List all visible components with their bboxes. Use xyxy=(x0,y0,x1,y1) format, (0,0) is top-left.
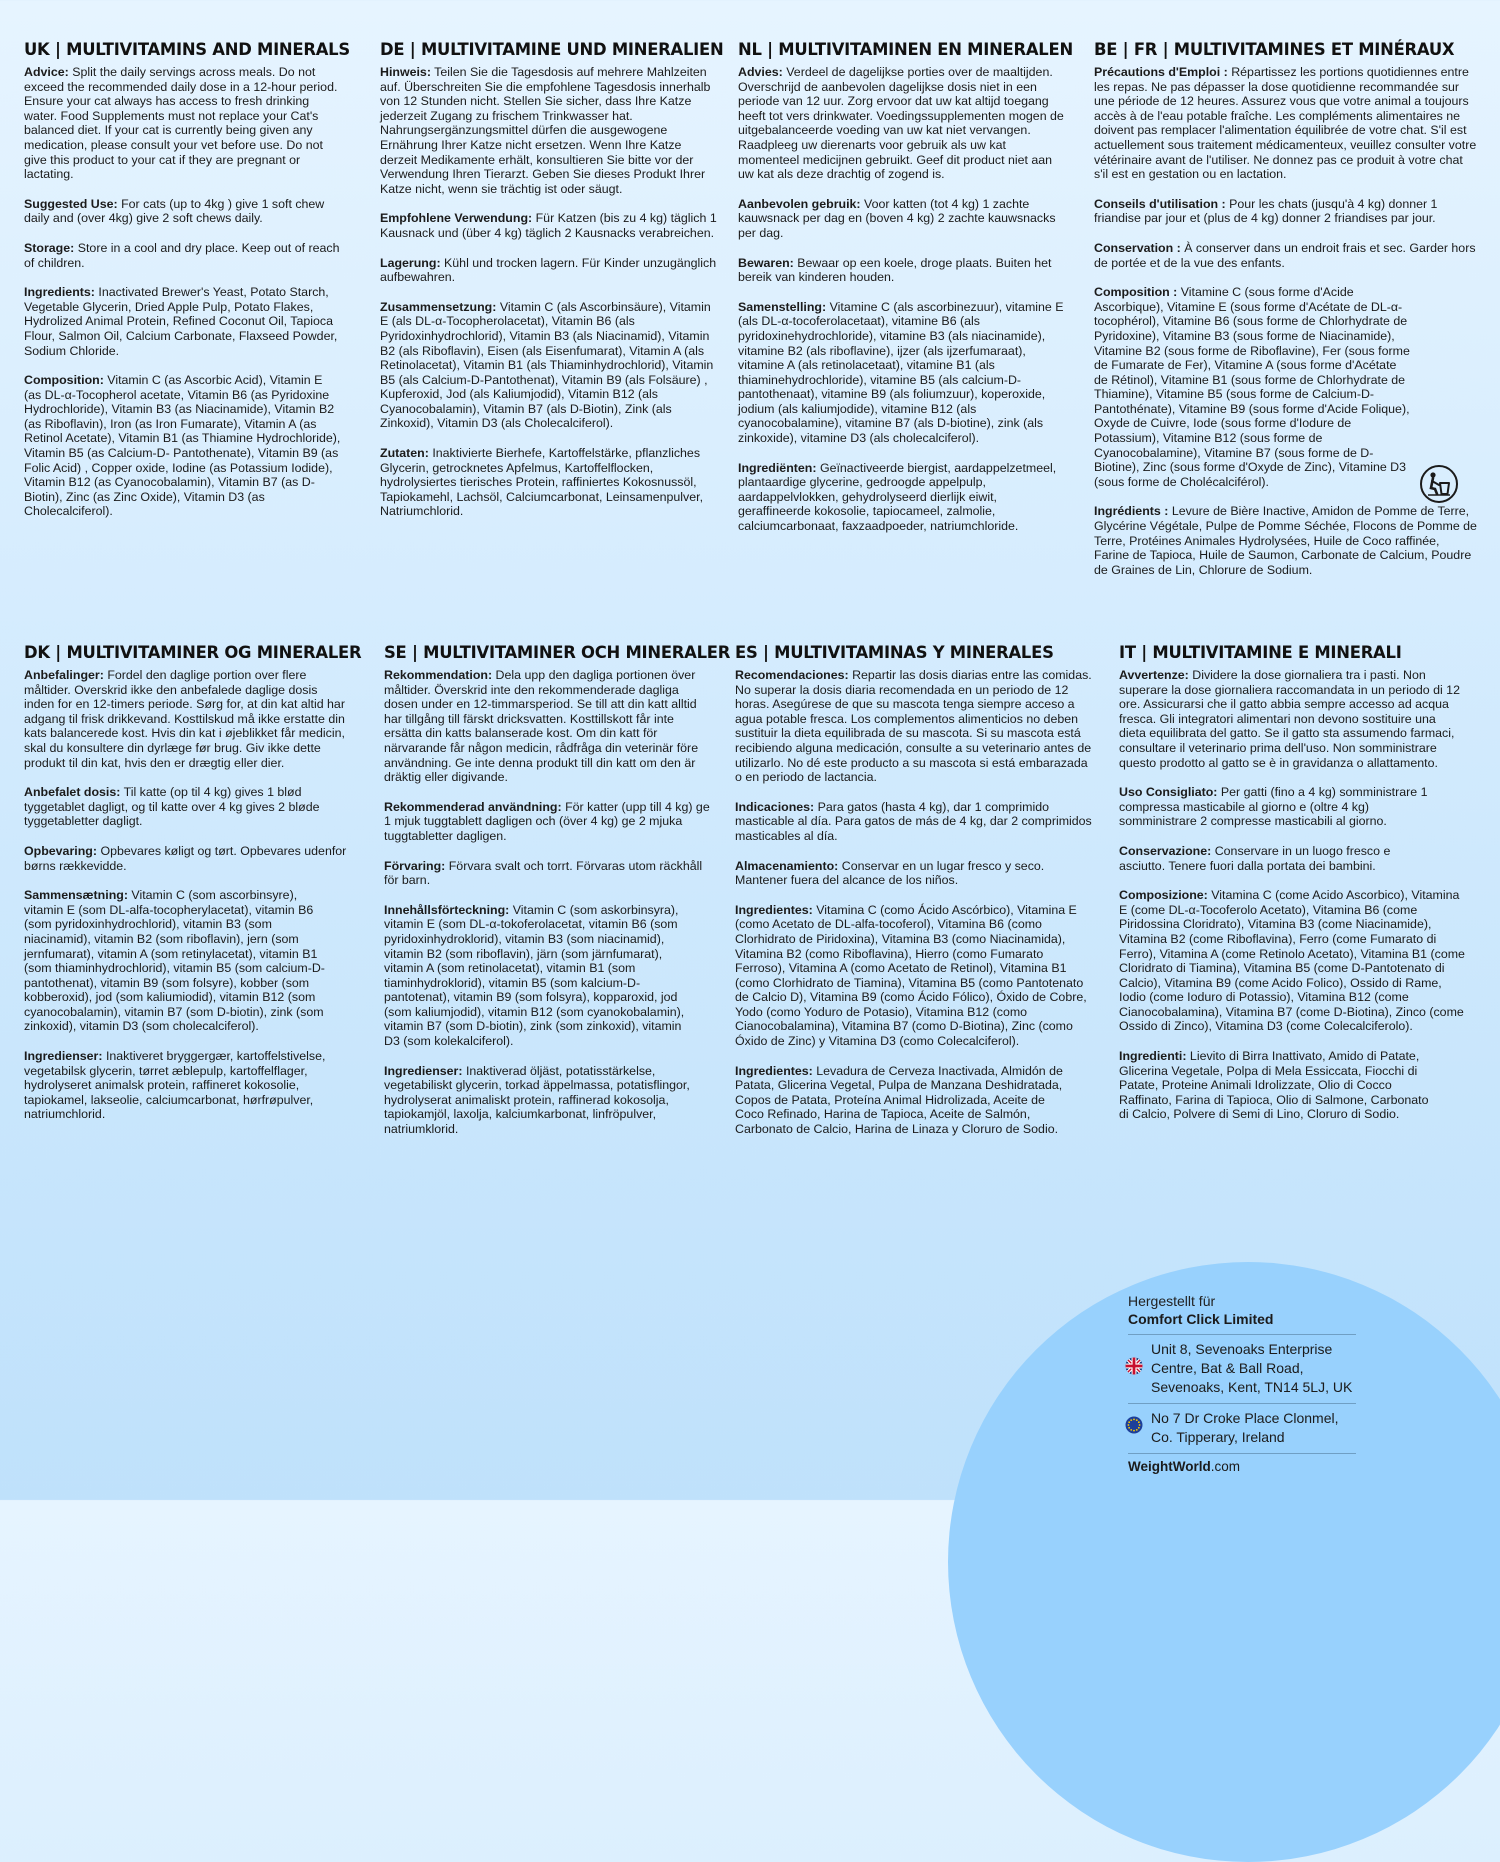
suggested-use-section: Rekommenderad användning: För katter (upp till 4 kg) ge 1 mjuk tuggtablett dagligen och (över 4 kg) ge 2 mjuka tuggtabletter dagligen. xyxy=(384,799,710,843)
eu-address: No 7 Dr Croke Place Clonmel, Co. Tipperary, Ireland xyxy=(1128,1409,1356,1447)
manufacturer-info xyxy=(1128,1292,1356,1474)
column-title: DK | MULTIVITAMINER OG MINERALER xyxy=(24,643,362,662)
column-dk xyxy=(24,643,362,1137)
divider xyxy=(1128,1453,1356,1454)
advice-section: Précautions d'Emploi : Répartissez les portions quotidiennes entre les repas. Ne pas dépasser la dose quotidienne recommandée sur une période de 12 heures. Assurez vous que votre animal a toujours accès à de l'eau potable fraîche. Les compléments alimentaires ne doivent pas remplacer l'alimentation équilibrée de votre chat. S'il est actuellement sous traitement médicamenteux, veuillez consulter votre vétérinaire avant de l'utiliser. Ne donnez pas ce produit à votre chat s'il est en gestation ou en lactation. xyxy=(1094,65,1477,182)
website-link[interactable]: WeightWorld.com xyxy=(1128,1459,1241,1474)
composition-section: Composizione: Vitamina C (come Acido Ascorbico), Vitamina E (come DL-α-Tocoferolo Acetato), Vitamina B6 (come Piridossina Cloridrato), Vitamina B3 (come Niacinamide), Vitamina B2 (come Riboflavina), Ferro (come Fumarato di Ferro), Vitamina A (come Retinolo Acetato), Vitamina B1 (come Cloridrato di Tiamina), Vitamina B5 (come D-Pantotenato di Calcio), Vitamina B9 (come Acido Folico), Ossido di Rame, Iodio (come Ioduro di Potassio), Vitamina B12 (come Cianocobalamina), Vitamina B7 (come D-Biotina), Zinco (come Ossido di Zinco), Vitamina D3 (come Colecalciferolo). xyxy=(1119,888,1465,1034)
storage-section: Bewaren: Bewaar op een koele, droge plaats. Buiten het bereik van kinderen houden. xyxy=(738,255,1052,285)
composition-section: Samenstelling: Vitamine C (als ascorbinezuur), vitamine E (als DL-α-tocoferolacetaat), vitamine B6 (als pyridoxinehydrochloride), vitamine B3 (als niacinamide), vitamine B2 (als riboflavine), ijzer (als ijzerfumaraat), vitamine A (als retinolacetaat), vitamine B1 (als thiaminehydrochloride), vitamine B5 (als calcium-D-pantothenaat), vitamine B9 (als foliumzuur), koperoxide, jodium (als kaliumjodide), vitamine B12 (als cyanocobalamine), vitamine B7 (als D-biotine), zink (als zinkoxide), vitamine D3 (als cholecalciferol). xyxy=(738,299,1064,446)
composition-section: Innehållsförteckning: Vitamin C (som askorbinsyra), vitamin E (som DL-α-tokoferolacetat, vitamin B6 (som pyridoxinhydroklorid), vitamin B3 (som niacinamid), vitamin B2 (som riboflavin), järn (som järnfumarat), vitamin A (som retinolacetat), vitamin B1 (som tiaminhydroklorid), vitamin B5 (som kalcium-D-pantotenat), vitamin B9 (som folsyra), kopparoxid, jod (som kaliumjodid), vitamin B12 (som cyanokobalamin), vitamin B7 (som D-biotin), zink (som zinkoxid), vitamin D3 (som kolekalciferol). xyxy=(384,902,685,1049)
composition-section: Zusammensetzung: Vitamin C (als Ascorbinsäure), Vitamin E (als DL-α-Tocopherolacetat), Vitamin B6 (als Pyridoxinhydrochlorid), Vitamin B3 (als Niacinamid), Vitamin B2 (als Riboflavin), Eisen (als Eisenfumarat), Vitamin A (als Retinolacetat), Vitamin B1 (als Thiaminhydrochlorid), Vitamin B5 (als Calcium-D-Pantothenat), Vitamin B9 (als Folsäure) , Kupferoxid, Jod (als Kaliumjodid), Vitamin B12 (als Cyanocobalamin), Vitamin B7 (als D-Biotin), Zink (als Zinkoxid), Vitamin D3 (als Cholecalciferol). xyxy=(380,299,714,431)
composition-section: Composition: Vitamin C (as Ascorbic Acid), Vitamin E (as DL-α-Tocopherol acetate, Vitamin B6 (as Pyridoxine Hydrochloride), Vitamin B3 (as Niacinamide), Vitamin B2 (as Riboflavin), Iron (as Iron Fumarate), Vitamin A (as Retinol Acetate), Vitamin B1 (as Thiamine Hydrochloride), Vitamin B5 (as Calcium-D- Pantothenate), Vitamin B9 (as Folic Acid) , Copper oxide, Iodine (as Potassium Iodide), Vitamin B12 (as Cyanocobalamin), Vitamin B7 (as D-Biotin), Zinc (as Zinc Oxide), Vitamin D3 (as Cholecalciferol). xyxy=(24,373,341,519)
composition-section: Sammensætning: Vitamin C (som ascorbinsyre), vitamin E (som DL-alfa-tocopherylacetat), vitamin B6 (som pyridoxinhydrochlorid), vitamin B3 (som niacinamid), vitamin B2 (som riboflavin), jern (som jernfumarat), vitamin A (som retinylacetat), vitamin B1 (som thiaminhydrochlorid), vitamin B5 (som calcium-D-pantothenat), vitamin B9 (som folsyre), kobber (som kobberoxid), jod (som kaliumiodid), vitamin B12 (som cyanocobalamin), vitamin B7 (som D-biotin), zink (som zinkoxid), vitamin D3 (som cholecalciferol). xyxy=(24,888,325,1034)
ingredients-section: Ingrediënten: Geïnactiveerde biergist, aardappelzetmeel, plantaardige glycerine, gedroogde appelpulp, aardappelvlokken, gehydrolyseerd dierlijk eiwit, geraffineerde kokosolie, tapiocameel, zalmolie, calciumcarbonaat, faxzaadpoeder, natriumchloride. xyxy=(738,460,1057,534)
advice-section: Hinweis: Teilen Sie die Tagesdosis auf mehrere Mahlzeiten auf. Überschreiten Sie die empfohlene Tagesdosis innerhalb von 12 Stunden nicht. Stellen Sie sicher, dass Ihre Katze jederzeit Zugang zu frischem Trinkwasser hat. Nahrungsergänzungsmittel dürfen die ausgewogene Ernährung Ihrer Katze nicht ersetzen. Wenn Ihre Katze derzeit Medikamente erhält, konsultieren Sie bitte vor der Verwendung Ihren Tierarzt. Geben Sie dieses Produkt Ihrer Katze nicht, wenn sie trächtig ist oder säugt. xyxy=(380,65,711,196)
column-title: DE | MULTIVITAMINE UND MINERALIEN xyxy=(380,40,724,59)
suggested-use-section: Suggested Use: For cats (up to 4kg ) give 1 soft chew daily and (over 4kg) give 2 soft chews daily. xyxy=(24,196,325,226)
eu-flag-icon xyxy=(1125,1416,1143,1439)
storage-section: Storage: Store in a cool and dry place. Keep out of reach of children. xyxy=(24,240,340,270)
column-title: IT | MULTIVITAMINE E MINERALI xyxy=(1119,643,1402,662)
storage-section: Conservation : À conserver dans un endroit frais et sec. Garder hors de portée et de la vue des enfants. xyxy=(1094,240,1476,270)
company-name: Comfort Click Limited xyxy=(1128,1311,1274,1327)
ingredients-section: Ingredienser: Inaktiveret bryggergær, kartoffelstivelse, vegetabilsk glycerin, tørret æblepulp, kartoffelflager, hydrolyseret animalsk protein, raffineret kokosolie, tapiokamel, lakseolie, calciumcarbonat, hørfrøpulver, natriumchlorid. xyxy=(24,1049,326,1122)
advice-section: Advies: Verdeel de dagelijkse porties over de maaltijden. Overschrijd de aanbevolen dagelijkse dosis niet in een periode van 12 uur. Zorg ervoor dat uw kat altijd toegang heeft tot vers drinkwater. Voedingssupplementen mogen de uitgebalanceerde voeding van uw kat niet vervangen. Raadpleeg uw dierenarts voor gebruik als uw kat momenteel medicijnen gebruikt. Geef dit product niet aan uw kat als deze drachtig of zogend is. xyxy=(738,65,1064,182)
advice-section: Recomendaciones: Repartir las dosis diarias entre las comidas. No superar la dosis diaria recomendada en un periodo de 12 horas. Asegúrese de que su mascota tenga siempre acceso a agua potable fresca. Los complementos alimenticios no deben sustituir la dieta equilibrada de su mascota. Si su mascota está recibiendo alguna medicación, consulte a su veterinario antes de utilizarlo. No dé este producto a su mascota si está embarazada o en periodo de lactancia. xyxy=(735,668,1092,785)
advice-section: Avvertenze: Dividere la dose giornaliera tra i pasti. Non superare la dose giornaliera raccomandata in un periodo di 12 ore. Assicurarsi che il gatto abbia sempre accesso ad acqua fresca. Gli integratori alimentari non devono sostituire una dieta equilibrata del gatto. Se il gatto sta assumendo farmaci, consultare il veterinario prima dell'uso. Non somministrare questo prodotto al gatto se è in gravidanza o allattamento. xyxy=(1119,668,1460,770)
uk-flag-icon xyxy=(1125,1357,1143,1380)
storage-section: Opbevaring: Opbevares køligt og tørt. Opbevares udenfor børns rækkevidde. xyxy=(24,843,347,873)
ingredients-section: Ingrédients : Levure de Bière Inactive, Amidon de Pomme de Terre, Glycérine Végétale, Pulpe de Pomme Séchée, Flocons de Pomme de Terre, Protéines Animales Hydrolysées, Huile de Coco raffinée, Farine de Tapioca, Huile de Saumon, Carbonate de Calcium, Poudre de Graines de Lin, Chlorure de Sodium. xyxy=(1094,504,1477,577)
ingredients-section: Ingredienti: Lievito di Birra Inattivato, Amido di Patate, Glicerina Vegetale, Polpa di Mela Essiccata, Fiocchi di Patate, Proteine Animali Idrolizzate, Olio di Cocco Raffinato, Farina di Tapioca, Olio di Salmone, Carbonato di Calcio, Polvere di Semi di Lino, Cloruro di Sodio. xyxy=(1119,1049,1429,1122)
storage-section: Förvaring: Förvara svalt och torrt. Förvaras utom räckhåll för barn. xyxy=(384,858,703,888)
suggested-use-section: Aanbevolen gebruik: Voor katten (tot 4 kg) 1 zachte kauwsnack per dag en (boven 4 kg) 2 zachte kauwsnacks per dag. xyxy=(738,196,1056,240)
composition-section: Composition : Vitamine C (sous forme d'Acide Ascorbique), Vitamine E (sous forme d'Acétate de DL-α-tocophérol), Vitamine B6 (sous forme de Chlorhydrate de Pyridoxine), Vitamine B3 (sous forme de Niacinamide), Vitamine B2 (sous forme de Riboflavine), Fer (sous forme de Fumarate de Fer), Vitamine A (sous forme d'Acétate de Rétinol), Vitamine B1 (sous forme de Chlorhydrate de Thiamine), Vitamine B5 (sous forme de Calcium-D- Pantothénate), Vitamine B9 (sous forme d'Acide Folique), Oxyde de Cuivre, Iode (sous forme d'Iodure de Potassium), Vitamine B12 (sous forme de Cyanocobalamine), Vitamine B7 (sous forme de D-Biotine), Zinc (sous forme d'Oxyde de Zinc), Vitamine D3 (sous forme de Cholécalciférol). xyxy=(1094,285,1410,489)
advice-section: Anbefalinger: Fordel den daglige portion over flere måltider. Overskrid ikke den anbefalede daglige dosis inden for en 12-timers periode. Sørg for, at din kat altid har adgang til frisk drikkevand. Kosttilskud må ikke erstatte din kats balancerede kost. Hvis din kat i øjeblikket får medicin, skal du konsultere din dyrlæge før brug. Giv ikke dette produkt til din kat, hvis den er drægtig eller dier. xyxy=(24,668,345,770)
storage-section: Almacenamiento: Conservar en un lugar fresco y seco. Mantener fuera del alcance de los niños. xyxy=(735,858,1045,888)
advice-section: Rekommendation: Dela upp den dagliga portionen över måltider. Överskrid inte den rekommenderade dagliga dosen under en 12-timmarsperiod. Se till att din katt alltid har tillgång till färskt dricksvatten. Kosttillskott får inte ersätta din katts balanserade kost. Om din katt för närvarande får någon medicin, rådfråga din veterinär före användning. Ge inte denna produkt till din katt om den är dräktig eller digivande. xyxy=(384,668,699,785)
storage-section: Lagerung: Kühl und trocken lagern. Für Kinder unzugänglich aufbewahren. xyxy=(380,255,717,285)
suggested-use-section: Empfohlene Verwendung: Für Katzen (bis zu 4 kg) täglich 1 Kausnack und (über 4 kg) täglich 2 Kausnacks verabreichen. xyxy=(380,211,717,240)
uk-address: Unit 8, Sevenoaks Enterprise Centre, Bat & Ball Road, Sevenoaks, Kent, TN14 5LJ, UK xyxy=(1128,1340,1356,1397)
ingredients-section: Zutaten: Inaktivierte Bierhefe, Kartoffelstärke, pflanzliches Glycerin, getrocknetes Apfelmus, Kartoffelflocken, hydrolysiertes tierisches Protein, raffiniertes Kokosnussöl, Tapiokamehl, Lachsöl, Calciumcarbonat, Leinsamenpulver, Natriumchlorid. xyxy=(380,446,704,519)
column-es xyxy=(735,643,1093,1152)
suggested-use-section: Indicaciones: Para gatos (hasta 4 kg), dar 1 comprimido masticable al día. Para gatos de más de 4 kg, dar 2 comprimidos masticables al día. xyxy=(735,799,1092,843)
column-title: BE | FR | MULTIVITAMINES ET MINÉRAUX xyxy=(1094,40,1455,59)
column-nl xyxy=(738,40,1073,549)
suggested-use-section: Conseils d'utilisation : Pour les chats (jusqu'à 4 kg) donner 1 friandise par jour et (plus de 4 kg) donner 2 friandises par jour. xyxy=(1094,196,1438,226)
ingredients-section: Ingredients: Inactivated Brewer's Yeast, Potato Starch, Vegetable Glycerin, Dried Apple Pulp, Potato Flakes, Hydrolized Animal Protein, Refined Coconut Oil, Tapioca Flour, Salmon Oil, Calcium Carbonate, Flaxseed Powder, Sodium Chloride. xyxy=(24,285,338,358)
ingredients-section: Ingredientes: Levadura de Cerveza Inactivada, Almidón de Patata, Glicerina Vegetal, Pulpa de Manzana Deshidratada, Copos de Patata, Proteína Animal Hidrolizada, Aceite de Coco Refinado, Harina de Tapioca, Aceite de Salmón, Carbonato de Calcio, Harina de Linaza y Cloruro de Sodio. xyxy=(735,1063,1063,1137)
column-title: UK | MULTIVITAMINS AND MINERALS xyxy=(24,40,350,59)
storage-section: Conservazione: Conservare in un luogo fresco e asciutto. Tenere fuori dalla portata dei bambini. xyxy=(1119,843,1391,873)
column-de xyxy=(380,40,724,534)
ingredients-section: Ingredienser: Inaktiverad öljäst, potatisstärkelse, vegetabiliskt glycerin, torkad äppelmassa, potatisflingor, hydrolyserat animaliskt protein, raffinerad kokosolja, tapiokamjöl, laxolja, kalciumkarbonat, linfröpulver, natriumklorid. xyxy=(384,1063,690,1137)
suggested-use-section: Anbefalet dosis: Til katte (op til 4 kg) gives 1 blød tyggetablet dagligt, og til katte over 4 kg gives 2 bløde tyggetabletter dagligt. xyxy=(24,785,320,829)
column-title: NL | MULTIVITAMINEN EN MINERALEN xyxy=(738,40,1073,59)
advice-section: Advice: Split the daily servings across meals. Do not exceed the recommended daily dose in a 12-hour period. Ensure your cat always has access to fresh drinking water. Food Supplements must not replace your Cat's balanced diet. If your cat is currently being given any medication, please consult your vet before use. Do not give this product to your cat if they are pregnant or lactating. xyxy=(24,65,338,182)
divider xyxy=(1128,1403,1356,1404)
column-title: ES | MULTIVITAMINAS Y MINERALES xyxy=(735,643,1054,662)
suggested-use-section: Uso Consigliato: Per gatti (fino a 4 kg) somministrare 1 compressa masticabile al giorno e (oltre 4 kg) somministrare 2 compresse masticabili al giorno. xyxy=(1119,785,1428,829)
made-for-label: Hergestellt für xyxy=(1128,1293,1216,1309)
column-it xyxy=(1119,643,1465,1137)
column-uk xyxy=(24,40,350,534)
column-se xyxy=(384,643,731,1152)
column-title: SE | MULTIVITAMINER OCH MINERALER xyxy=(384,643,731,662)
column-be-fr xyxy=(1094,40,1478,592)
divider xyxy=(1128,1334,1356,1335)
recycle-bin-icon xyxy=(1419,464,1459,504)
composition-section: Ingredientes: Vitamina C (como Ácido Ascórbico), Vitamina E (como Acetato de DL-alfa-tocoferol), Vitamina B6 (como Clorhidrato de Piridoxina), Vitamina B3 (como Niacinamida), Vitamina B2 (como Riboflavina), Hierro (como Fumarato Ferroso), Vitamina A (como Acetato de Retinol), Vitamina B1 (como Clorhidrato de Tiamina), Vitamina B5 (como Pantotenato de Calcio D), Vitamina B9 (como Ácido Fólico), Óxido de Cobre, Yodo (como Yoduro de Potasio), Vitamina B12 (como Cianocobalamina), Vitamina B7 (como D-Biotina), Zinc (como Óxido de Zinc) y Vitamina D3 (como Colecalciferol). xyxy=(735,902,1087,1049)
